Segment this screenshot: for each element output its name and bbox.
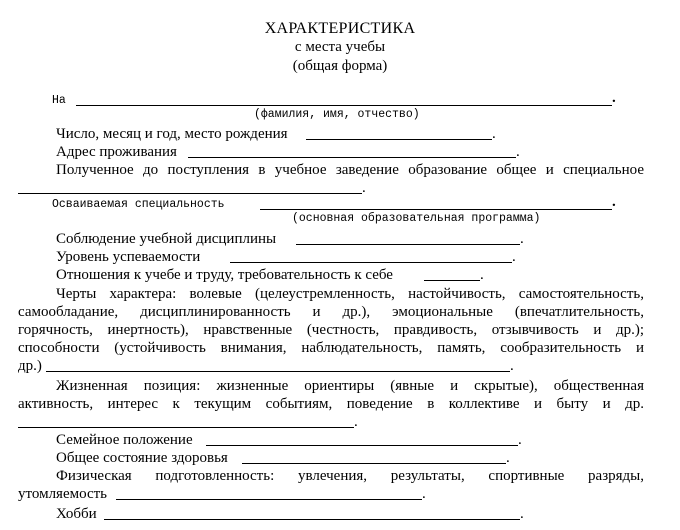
physical-period: . (422, 486, 426, 502)
discipline-period: . (520, 231, 524, 247)
traits-line-5: др.) (18, 358, 42, 374)
document-form-type: (общая форма) (292, 58, 388, 74)
progress-period: . (512, 249, 516, 265)
health-period: . (506, 450, 510, 466)
life-field[interactable] (18, 413, 354, 428)
discipline-label: Соблюдение учебной дисциплины (56, 231, 277, 247)
progress-label: Уровень успеваемости (56, 249, 201, 265)
birth-period: . (492, 126, 496, 142)
address-label: Адрес проживания (56, 144, 177, 160)
education-period: . (362, 180, 366, 196)
hobby-label: Хобби (56, 506, 97, 522)
health-field[interactable] (242, 449, 506, 464)
traits-line-4: способности (устойчивость внимания, наблюдательность, память, сообразительность и (18, 340, 644, 356)
fio-field[interactable] (76, 92, 612, 106)
traits-line-2: самообладание, дисциплинированность и др.), эмоциональные (впечатлительность, (18, 304, 644, 320)
document-title: ХАРАКТЕРИСТИКА (264, 20, 416, 37)
attitude-label: Отношения к учебе и труду, требовательность к себе (56, 267, 393, 283)
life-line-1: Жизненная позиция: жизненные ориентиры (явные и скрытые), общественная (56, 378, 644, 394)
hobby-field[interactable] (104, 505, 520, 520)
family-period: . (518, 432, 522, 448)
fio-period: . (612, 90, 616, 106)
education-field[interactable] (18, 179, 362, 194)
fio-hint: (фамилия, имя, отчество) (254, 108, 420, 121)
specialty-field[interactable] (260, 196, 612, 210)
birth-label: Число, месяц и год, место рождения (56, 126, 288, 142)
physical-line-2: утомляемость (18, 486, 108, 502)
specialty-label: Осваиваемая специальность (52, 198, 225, 211)
life-period: . (354, 414, 358, 430)
birth-field[interactable] (306, 125, 492, 140)
hobby-period: . (520, 506, 524, 522)
education-label: Полученное до поступления в учебное заведение образование общее и специальное (56, 162, 644, 178)
traits-period: . (510, 358, 514, 374)
family-label: Семейное положение (56, 432, 193, 448)
physical-field[interactable] (116, 485, 422, 500)
program-hint: (основная образовательная программа) (292, 212, 541, 225)
discipline-field[interactable] (296, 230, 520, 245)
attitude-period: . (480, 267, 484, 283)
progress-field[interactable] (230, 248, 512, 263)
specialty-period: . (612, 194, 616, 210)
address-field[interactable] (188, 143, 516, 158)
address-period: . (516, 144, 520, 160)
to-label: На (52, 94, 66, 107)
attitude-field[interactable] (424, 266, 480, 281)
family-field[interactable] (206, 431, 518, 446)
traits-field[interactable] (46, 357, 510, 372)
health-label: Общее состояние здоровья (56, 450, 228, 466)
traits-line-3: горячность, инертность), нравственные (честность, правдивость, отзывчивость и др.); (18, 322, 644, 338)
life-line-2: активность, интерес к текущим событиям, поведение в коллективе и быту и др. (18, 396, 644, 412)
physical-line-1: Физическая подготовленность: увлечения, результаты, спортивные разряды, (56, 468, 644, 484)
traits-line-1: Черты характера: волевые (целеустремленность, настойчивость, самостоятельность, (56, 286, 644, 302)
document-subtitle: с места учебы (294, 39, 386, 55)
